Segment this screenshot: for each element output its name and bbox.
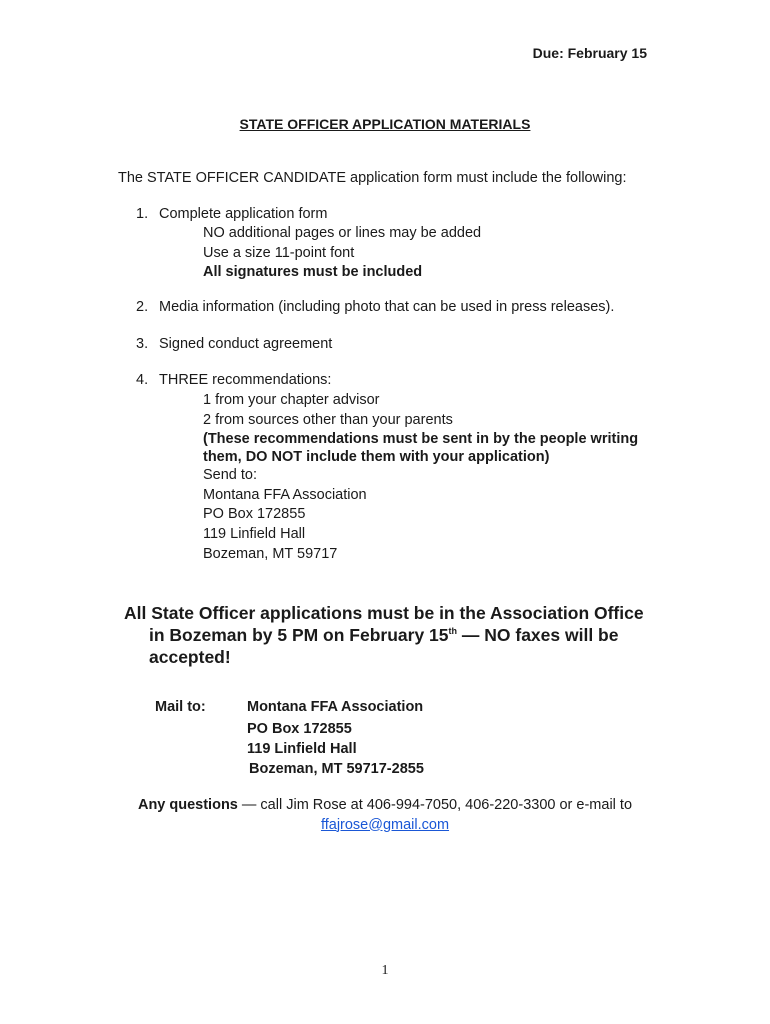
mail-to-label: Mail to: xyxy=(155,699,206,715)
deadline-notice xyxy=(124,602,644,668)
detail-line: them, DO NOT include them with your application) xyxy=(203,449,550,466)
address-line: Bozeman, MT 59717-2855 xyxy=(249,761,424,777)
notice-line: All State Officer applications must be in the Association Office xyxy=(124,603,644,623)
address-line: 119 Linfield Hall xyxy=(247,741,357,757)
address-line: 119 Linfield Hall xyxy=(203,525,306,542)
list-item: THREE recommendations: xyxy=(159,372,332,388)
detail-line: Use a size 11-point font xyxy=(203,244,355,261)
address-line: Bozeman, MT 59717 xyxy=(203,545,338,562)
questions-text: — call Jim Rose at 406-994-7050, 406-220-3300 or e-mail to xyxy=(237,797,633,813)
detail-line: 1 from your chapter advisor xyxy=(203,392,380,408)
address-line: Montana FFA Association xyxy=(203,486,367,503)
address-line: PO Box 172855 xyxy=(247,721,352,737)
list-number: 2. xyxy=(136,299,149,315)
list-item: Signed conduct agreement xyxy=(159,336,333,352)
questions-label: Any questions xyxy=(137,797,238,813)
mail-address xyxy=(247,699,424,781)
questions-contact xyxy=(0,796,770,835)
notice-line: in Bozeman by 5 PM on February 15th — NO faxes will be xyxy=(149,625,619,645)
list-item-details xyxy=(203,224,481,283)
address-line: Montana FFA Association xyxy=(247,699,424,715)
list-number: 3. xyxy=(136,336,149,352)
detail-line: 2 from sources other than your parents xyxy=(203,411,453,428)
detail-line: NO additional pages or lines may be added xyxy=(203,225,482,241)
list-number: 4. xyxy=(136,372,149,388)
address-line: PO Box 172855 xyxy=(203,506,306,523)
due-date: Due: February 15 xyxy=(532,45,647,61)
intro-text: The STATE OFFICER CANDIDATE application form must include the following: xyxy=(118,170,627,186)
send-to-label: Send to: xyxy=(203,467,258,484)
notice-line: accepted! xyxy=(149,647,231,667)
page-number: 1 xyxy=(381,963,389,978)
email-link[interactable]: ffajrose@gmail.com xyxy=(320,816,450,833)
list-item-details xyxy=(203,391,638,564)
detail-line: (These recommendations must be sent in by the people writing xyxy=(203,431,639,448)
list-item: Complete application form xyxy=(159,206,328,222)
detail-line: All signatures must be included xyxy=(203,264,423,281)
list-item: Media information (including photo that can be used in press releases). xyxy=(159,299,615,315)
list-number: 1. xyxy=(136,206,149,222)
page-title: STATE OFFICER APPLICATION MATERIALS xyxy=(239,116,531,132)
